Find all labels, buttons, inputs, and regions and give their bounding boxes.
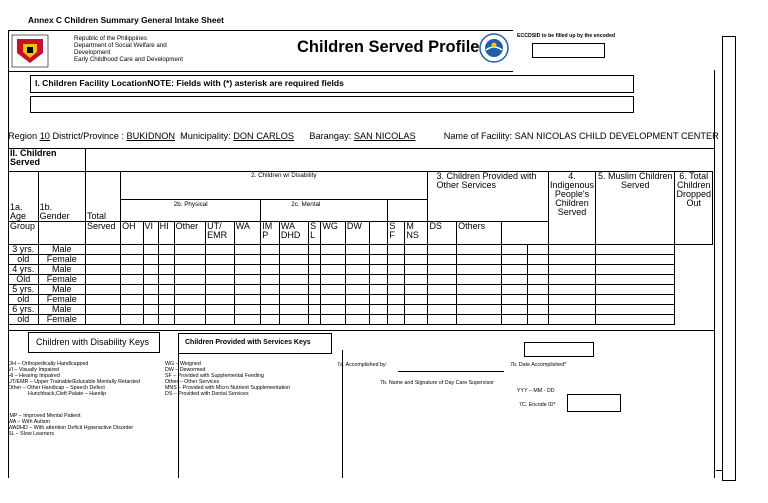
key-item: Other – Other Handicap – Speech Defect [8,385,105,391]
data-cell[interactable] [457,295,502,305]
district-label: District/Province : [52,131,124,141]
barangay-value[interactable]: SAN NICOLAS [353,131,416,141]
data-cell[interactable] [549,315,596,325]
data-cell[interactable] [596,315,675,325]
data-cell[interactable] [143,315,158,325]
data-cell[interactable] [428,255,457,265]
data-cell[interactable] [370,295,388,305]
data-cell[interactable] [457,305,502,315]
data-cell[interactable] [234,265,261,275]
data-cell[interactable] [405,255,428,265]
key-item: WA – With Autism [8,419,50,425]
col-other: Other [174,222,205,245]
disability-keys-list [8,361,140,397]
data-cell[interactable] [527,295,548,305]
data-cell[interactable] [121,285,143,295]
data-cell[interactable] [370,265,388,275]
data-cell[interactable] [457,245,502,255]
data-cell[interactable] [527,245,548,255]
table-row [9,265,713,275]
age-header [9,172,39,222]
data-cell[interactable] [261,315,280,325]
edge-strip [722,36,736,481]
data-cell[interactable] [261,275,280,285]
data-cell[interactable] [85,305,120,315]
data-cell[interactable] [174,285,205,295]
data-cell[interactable] [309,315,321,325]
data-cell[interactable] [428,315,457,325]
data-cell[interactable] [279,295,308,305]
data-cell[interactable] [143,295,158,305]
table-row [9,255,713,265]
data-cell[interactable] [158,245,174,255]
age-group-cell: old [9,315,39,325]
data-cell[interactable] [279,285,308,295]
data-cell[interactable] [596,265,675,275]
services-keys-list [165,361,290,397]
data-cell[interactable] [549,285,596,295]
data-cell[interactable] [370,285,388,295]
data-cell[interactable] [158,285,174,295]
data-cell[interactable] [85,295,120,305]
group-header: Group [9,222,39,245]
data-cell[interactable] [85,275,120,285]
gender-header-text: Gender [39,211,70,221]
key-item: DW – Dewormed [165,367,206,373]
data-cell[interactable] [321,245,345,255]
dswd-seal-icon [479,33,509,63]
blank-header [388,200,428,222]
data-cell[interactable] [85,255,120,265]
data-cell[interactable] [502,285,527,295]
data-cell[interactable] [405,245,428,255]
age-group-cell: 4 yrs. [9,265,39,275]
col-text: F [389,230,395,240]
data-cell[interactable] [158,265,174,275]
col-text: EMR [207,230,228,240]
data-cell[interactable] [527,265,548,275]
municipality-value[interactable]: DON CARLOS [233,131,295,141]
data-cell[interactable] [428,285,457,295]
data-cell[interactable] [206,315,235,325]
data-cell[interactable] [527,285,548,295]
data-cell[interactable] [345,245,369,255]
spacer-cell [85,149,675,172]
data-cell[interactable] [405,285,428,295]
key-item: WG – Weigned [165,361,201,367]
data-cell[interactable] [388,275,405,285]
barangay-label: Barangay: [309,131,352,141]
data-cell[interactable] [388,285,405,295]
col-text: S [310,221,317,231]
disability-keys-list-2 [8,413,133,437]
data-cell[interactable] [158,295,174,305]
data-cell[interactable] [405,315,428,325]
dropout-header: 6. Total Children Dropped Out [675,172,713,245]
data-cell[interactable] [206,295,235,305]
age-group-cell: 6 yrs. [9,305,39,315]
data-cell[interactable] [234,305,261,315]
agency-line: Republic of the Philippines [74,35,147,42]
indigenous-header: 4. Indigenous People's Children Served [549,172,596,245]
col-text: P [262,230,269,240]
age-group-cell: 5 yrs. [9,285,39,295]
table-row [9,305,713,315]
data-cell[interactable] [321,265,345,275]
data-cell[interactable] [345,255,369,265]
col-mns [405,222,428,245]
region-value[interactable]: 10 [39,131,50,141]
location-line [8,131,719,141]
data-cell[interactable] [502,245,527,255]
col-sf [388,222,405,245]
data-cell[interactable] [502,265,527,275]
data-cell[interactable] [234,315,261,325]
form-title: Children Served Profile [297,38,480,56]
data-cell[interactable] [143,305,158,315]
key-item: Hunchback,Cleft Palate – Harelip [28,391,107,397]
key-item: DS – Provided with Dental Services [165,391,249,397]
col-imp [261,222,280,245]
data-cell[interactable] [158,275,174,285]
section2-title-cell [9,149,86,172]
data-cell[interactable] [388,265,405,275]
section2-title: Served [10,157,41,167]
data-cell[interactable] [345,315,369,325]
blank-header [370,222,388,245]
col-vi: VI [143,222,158,245]
data-cell[interactable] [279,255,308,265]
mental-header: 2c. Mental [261,200,388,222]
col-text: WA [280,221,296,231]
data-cell[interactable] [143,255,158,265]
section2-title: II. Children [10,148,57,158]
divider-line [342,350,343,478]
gender-header-text: 1b. [39,202,53,212]
key-item: Other – Other Services [165,379,220,385]
total-header: Total [85,172,120,222]
data-cell[interactable] [143,275,158,285]
table-row [9,285,713,295]
data-cell[interactable] [309,245,321,255]
key-item: WADHD – With attention Deficit Hyperactive Disorder [8,425,134,431]
served-header: Served [85,222,120,245]
col-dw: DW [345,222,369,245]
data-cell[interactable] [174,275,205,285]
gender-cell: Female [38,295,85,305]
key-item: IMP – Improved Mental Patient [8,413,81,419]
key-item: SL – Slow Learners [8,431,55,437]
age-header-text: Age [10,211,27,221]
data-cell[interactable] [206,285,235,295]
muslim-header: 5. Muslim Children Served [596,172,675,245]
data-cell[interactable] [388,255,405,265]
data-cell[interactable] [345,285,369,295]
data-cell[interactable] [321,305,345,315]
data-cell[interactable] [234,285,261,295]
data-cell[interactable] [405,295,428,305]
data-cell[interactable] [309,275,321,285]
age-group-cell: Old [9,275,39,285]
encode-id-input[interactable] [567,394,621,412]
data-cell[interactable] [345,265,369,275]
data-cell[interactable] [527,315,548,325]
region-label: Region [8,131,38,141]
data-cell[interactable] [596,295,675,305]
data-cell[interactable] [158,255,174,265]
district-value[interactable]: BUKIDNON [126,131,176,141]
data-cell[interactable] [158,305,174,315]
data-cell[interactable] [174,315,205,325]
data-cell[interactable] [143,245,158,255]
key-item: UT/EMR – Upper Trainable/Educable Mentally Retarded [8,379,140,385]
data-cell[interactable] [502,305,527,315]
services-keys-title: Children Provided with Services Keys [185,339,311,346]
data-cell[interactable] [321,285,345,295]
key-item: SF – Provided with Supplemental Feeding [165,373,264,379]
agency-line: Early Childhood Care and Development [74,56,184,63]
dswd-logo-icon [11,34,49,68]
data-cell[interactable] [596,255,675,265]
data-cell[interactable] [527,305,548,315]
table-row [9,245,713,255]
location-input[interactable] [30,96,634,113]
data-cell[interactable] [457,315,502,325]
data-cell[interactable] [206,265,235,275]
gender-cell: Male [38,245,85,255]
data-cell[interactable] [345,305,369,315]
data-cell[interactable] [234,295,261,305]
data-cell[interactable] [549,295,596,305]
data-cell[interactable] [261,305,280,315]
data-cell[interactable] [261,245,280,255]
table-row [9,295,713,305]
data-cell[interactable] [549,265,596,275]
col-text: S [389,221,396,231]
data-cell[interactable] [143,285,158,295]
date-format-hint: YYY – MM - DD [517,388,555,394]
data-cell[interactable] [596,285,675,295]
data-cell[interactable] [309,265,321,275]
col-text: UT/ [207,221,222,231]
gender-cell: Male [38,305,85,315]
data-cell[interactable] [261,295,280,305]
age-group-cell: old [9,295,39,305]
data-cell[interactable] [596,305,675,315]
data-cell[interactable] [206,255,235,265]
gender-header [38,172,85,222]
annex-title: Annex C Children Summary General Intake Sheet [28,15,224,25]
data-cell[interactable] [279,275,308,285]
key-item: MNS – Provided with Micro Nutrient Supplementation [165,385,291,391]
agency-line: Development [74,49,111,56]
data-cell[interactable] [370,315,388,325]
agency-line: Department of Social Welfare and [74,42,167,49]
data-cell[interactable] [457,255,502,265]
data-cell[interactable] [321,275,345,285]
data-cell[interactable] [121,315,143,325]
gender-cell: Female [38,315,85,325]
data-cell[interactable] [388,295,405,305]
data-cell[interactable] [502,255,527,265]
data-cell[interactable] [279,245,308,255]
col-oh: OH [121,222,143,245]
gender-cell: Female [38,275,85,285]
data-cell[interactable] [85,245,120,255]
data-cell[interactable] [428,275,457,285]
col-text: DHD [280,230,301,240]
eccdsid-input[interactable] [532,43,605,58]
data-cell[interactable] [158,315,174,325]
data-cell[interactable] [174,295,205,305]
data-cell[interactable] [321,315,345,325]
age-header-text: 1a. [10,202,23,212]
col-text: L [310,230,316,240]
data-cell[interactable] [502,315,527,325]
data-cell[interactable] [502,295,527,305]
data-cell[interactable] [405,265,428,275]
data-cell[interactable] [428,265,457,275]
key-item: OH – Orthopedically Handicapped [8,361,89,367]
col-text: IM [262,221,273,231]
data-cell[interactable] [174,245,205,255]
data-cell[interactable] [428,305,457,315]
data-cell[interactable] [345,275,369,285]
section1-title: I. Children Facility LocationNOTE: Fields with (*) asterisk are required fields [35,78,344,88]
col-text: M [406,221,414,231]
data-cell[interactable] [549,275,596,285]
data-cell[interactable] [174,255,205,265]
data-cell[interactable] [388,245,405,255]
col-others: Others [457,222,502,245]
data-cell[interactable] [85,285,120,295]
col-ds: DS [428,222,457,245]
data-cell[interactable] [428,295,457,305]
gender-cell: Female [38,255,85,265]
data-cell[interactable] [261,255,280,265]
data-cell[interactable] [370,245,388,255]
data-cell[interactable] [405,305,428,315]
gender-cell: Male [38,265,85,275]
data-cell[interactable] [370,275,388,285]
data-cell[interactable] [121,245,143,255]
data-cell[interactable] [143,265,158,275]
data-cell[interactable] [85,265,120,275]
facility-label: Name of Facility: [443,131,513,141]
data-cell[interactable] [388,315,405,325]
data-cell[interactable] [321,255,345,265]
data-cell[interactable] [121,295,143,305]
data-cell[interactable] [457,265,502,275]
gender-cell: Male [38,285,85,295]
col-wg: WG [321,222,345,245]
data-cell[interactable] [502,275,527,285]
services-header: 3. Children Provided with Other Services [428,172,549,222]
disability-header: 2. Children w/ Disability [121,172,428,200]
data-cell[interactable] [121,265,143,275]
data-cell[interactable] [321,295,345,305]
eccdsid-label: ECCDSID to be filled up by the encoded [517,33,615,39]
agency-block [74,35,183,63]
col-text: NS [406,230,419,240]
data-cell[interactable] [174,305,205,315]
accomplished-by-label: 7a. Accomplished by: [337,362,388,368]
data-cell[interactable] [234,275,261,285]
data-cell[interactable] [527,275,548,285]
data-cell[interactable] [457,285,502,295]
key-item: VI – Visually Impaired [8,367,60,373]
data-cell[interactable] [206,305,235,315]
data-cell[interactable] [596,275,675,285]
data-cell[interactable] [234,245,261,255]
col-sl [309,222,321,245]
data-cell[interactable] [428,245,457,255]
age-group-cell: old [9,255,39,265]
data-cell[interactable] [596,245,675,255]
table-row [9,275,713,285]
data-cell[interactable] [370,255,388,265]
data-cell[interactable] [549,305,596,315]
data-cell[interactable] [309,255,321,265]
data-cell[interactable] [309,305,321,315]
data-cell[interactable] [370,305,388,315]
blank-header [38,222,85,245]
supervisor-label: 7b. Name and Signature of Day Care Supervisor [380,380,494,386]
data-cell[interactable] [234,255,261,265]
date-accomplished-label: 7b. Date Accomplished* [510,362,567,368]
col-hi: HI [158,222,174,245]
data-cell[interactable] [85,315,120,325]
col-ut-emr [206,222,235,245]
col-wa: WA [234,222,261,245]
data-cell[interactable] [279,315,308,325]
data-cell[interactable] [206,245,235,255]
data-cell[interactable] [174,265,205,275]
date-accomplished-input[interactable] [524,342,594,357]
disability-keys-title: Children with Disability Keys [36,337,150,347]
data-cell[interactable] [121,275,143,285]
data-cell[interactable] [261,285,280,295]
data-cell[interactable] [309,285,321,295]
data-cell[interactable] [261,265,280,275]
encode-id-label: 7C. Encode ID* [519,402,556,408]
data-cell[interactable] [527,255,548,265]
col-wadhd [279,222,308,245]
data-cell[interactable] [279,265,308,275]
accomplished-by-line[interactable] [398,371,504,372]
data-cell[interactable] [345,295,369,305]
children-served-table [8,148,715,331]
data-cell[interactable] [206,275,235,285]
data-cell[interactable] [549,255,596,265]
data-cell[interactable] [309,295,321,305]
data-cell[interactable] [121,305,143,315]
edge-tick [716,470,722,471]
facility-value[interactable]: SAN NICOLAS CHILD DEVELOPMENT CENTER [514,131,719,141]
data-cell[interactable] [388,305,405,315]
table-row [9,315,713,325]
key-item: HI – Hearing Impaired [8,373,60,379]
data-cell[interactable] [457,275,502,285]
data-cell[interactable] [279,305,308,315]
data-cell[interactable] [405,275,428,285]
age-group-cell: 3 yrs. [9,245,39,255]
municipality-label: Municipality: [180,131,231,141]
data-cell[interactable] [121,255,143,265]
data-cell[interactable] [549,245,596,255]
physical-header: 2b. Physical [121,200,261,222]
